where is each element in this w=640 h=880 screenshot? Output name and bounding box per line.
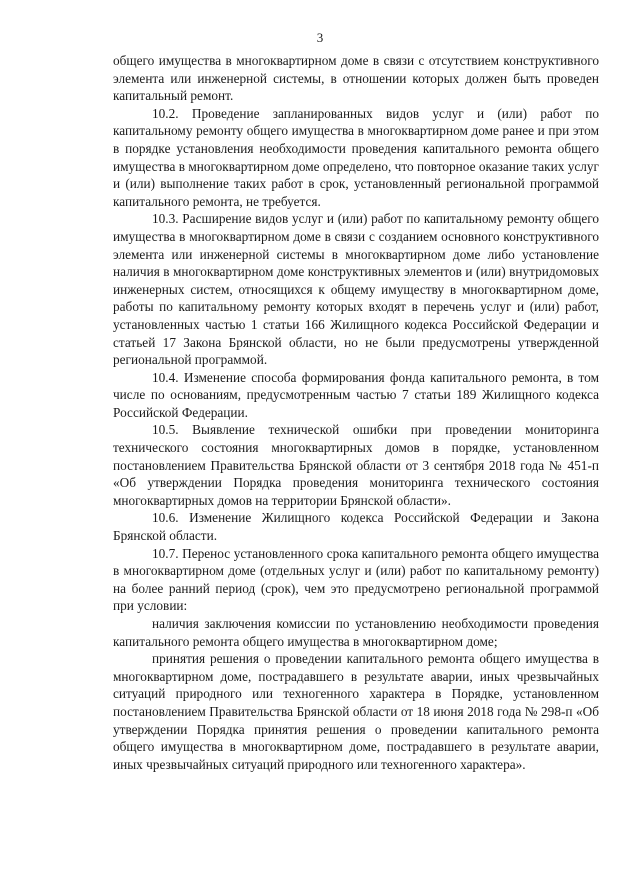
paragraph-condition-1: наличия заключения комиссии по установлению необходимости проведения капитального ремонта общего имущества в многоквартирном доме; [113,616,599,649]
paragraph-10-2: 10.2. Проведение запланированных видов услуг и (или) работ по капитальному ремонту общего имущества в многоквартирном доме ранее и при этом в порядке установления необходимости проведения капитального ремонта общего имущества в многоквартирном доме определено, что повторное оказание таких услуг и (или) выполнение таких работ в срок, установленный региональной программой капитального ремонта, не требуется. [113,105,599,209]
page-number: 3 [316,30,324,45]
paragraph-condition-2: принятия решения о проведении капитального ремонта общего имущества в многоквартирном доме, пострадавшего в результате аварии, иных чрезвычайных ситуаций природного или техногенного характера в Порядке, установленном постановлением Правительства Брянской области от 18 июня 2018 года № 298-п «Об утверждении Порядка принятия решения о проведении капитального ремонта общего имущества в многоквартирном доме, пострадавшего в результате аварии, иных чрезвычайных ситуаций природного или техногенного характера». [113,651,599,772]
paragraph-10-3: 10.3. Расширение видов услуг и (или) работ по капитальному ремонту общего имущества в многоквартирном доме в связи с созданием основного конструктивного элемента или инженерной системы в многоквартирном доме либо установление наличия в многоквартирном доме конструктивных элементов и (или) внутридомовых инженерных систем, относящихся к общему имуществу в многоквартирном доме, работы по капитальному ремонту которых входят в перечень услуг и (или) работ, установленных частью 1 статьи 166 Жилищного кодекса Российской Федерации и статьей 17 Закона Брянской области, но не были предусмотрены утвержденной региональной программой. [113,211,599,368]
document-body [113,52,599,773]
paragraph-10-6: 10.6. Изменение Жилищного кодекса Российской Федерации и Закона Брянской области. [113,510,599,544]
paragraph-continuation: общего имущества в многоквартирном доме в связи с отсутствием конструктивного элемента или инженерной системы, в отношении которых должен быть проведен капитальный ремонт. [113,53,599,104]
paragraph-10-5: 10.5. Выявление технической ошибки при проведении мониторинга технического состояния многоквартирных домов в порядке, установленном постановлением Правительства Брянской области от 3 сентября 2018 года № 451-п «Об утверждении Порядка проведения мониторинга технического состояния многоквартирных домов на территории Брянской области». [113,422,599,508]
paragraph-10-7: 10.7. Перенос установленного срока капитального ремонта общего имущества в многоквартирном доме (отдельных услуг и (или) работ по капитальному ремонту) на более ранний период (срок), чем это предусмотрено региональной программой при условии: [113,545,599,614]
paragraph-10-4: 10.4. Изменение способа формирования фонда капитального ремонта, в том числе по основаниям, предусмотренным частью 7 статьи 189 Жилищного кодекса Российской Федерации. [113,369,599,420]
